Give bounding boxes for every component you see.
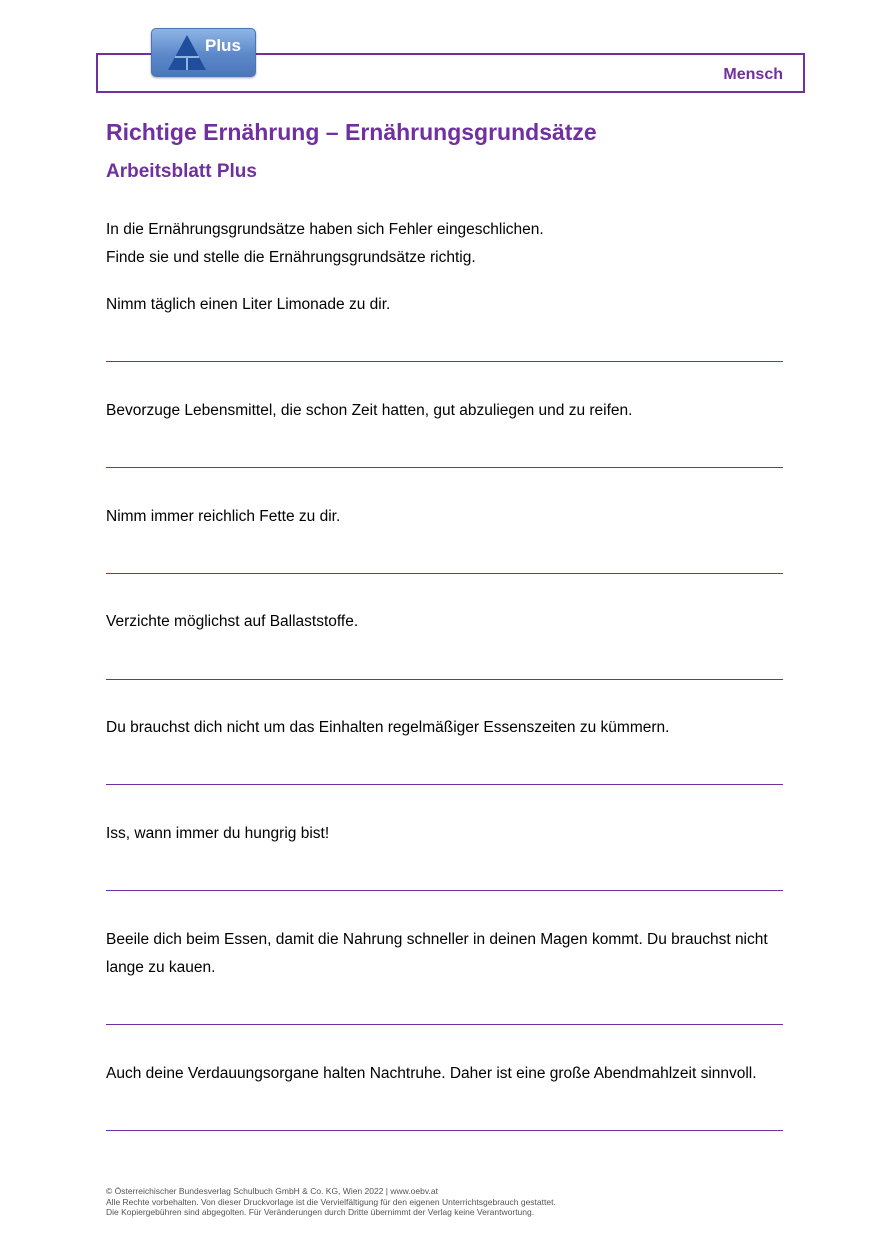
footer-line: © Österreichischer Bundesverlag Schulbuch GmbH & Co. KG, Wien 2022 | www.oebv.at: [106, 1186, 438, 1196]
pyramid-icon: [166, 33, 208, 71]
logo-text: Plus: [205, 36, 241, 55]
page-title: Richtige Ernährung – Ernährungsgrundsätze: [106, 119, 597, 145]
instruction-line: In die Ernährungsgrundsätze haben sich Fehler eingeschlichen.: [106, 221, 544, 238]
instruction-line: Finde sie und stelle die Ernährungsgrundsätze richtig.: [106, 249, 476, 266]
statement-4: Verzichte möglichst auf Ballaststoffe.: [106, 613, 359, 630]
answer-line-6[interactable]: [106, 890, 783, 891]
plus-logo: [151, 28, 256, 77]
answer-line-3[interactable]: [106, 573, 783, 574]
subject-label: Mensch: [723, 66, 783, 83]
statement-5: Du brauchst dich nicht um das Einhalten regelmäßiger Essenszeiten zu kümmern.: [106, 719, 670, 736]
answer-line-5[interactable]: [106, 784, 783, 785]
page-subtitle: Arbeitsblatt Plus: [106, 161, 257, 182]
instructions: [106, 216, 796, 272]
answer-line-8[interactable]: [106, 1130, 783, 1131]
statement-1: Nimm täglich einen Liter Limonade zu dir.: [106, 296, 391, 313]
answer-line-7[interactable]: [106, 1024, 783, 1025]
statement-3: Nimm immer reichlich Fette zu dir.: [106, 508, 341, 525]
footer-line: Alle Rechte vorbehalten. Von dieser Druckvorlage ist die Vervielfältigung für den eigenen Unterrichtsgebrauch gestattet.: [106, 1196, 556, 1207]
answer-line-1[interactable]: [106, 361, 783, 362]
statement-2: Bevorzuge Lebensmittel, die schon Zeit hatten, gut abzuliegen und zu reifen.: [106, 402, 633, 419]
footer-copyright: [106, 1186, 806, 1218]
footer-line: Die Kopiergebühren sind abgegolten. Für Veränderungen durch Dritte übernimmt der Verlag keine Verantwortung.: [106, 1207, 535, 1217]
statement-7: Beeile dich beim Essen, damit die Nahrung schneller in deinen Magen kommt. Du brauchst nicht lange zu kauen.: [106, 931, 768, 976]
statement-6: Iss, wann immer du hungrig bist!: [106, 825, 330, 842]
answer-line-4[interactable]: [106, 679, 783, 680]
statement-8: Auch deine Verdauungsorgane halten Nachtruhe. Daher ist eine große Abendmahlzeit sinnvoll.: [106, 1065, 757, 1082]
answer-line-2[interactable]: [106, 467, 783, 468]
